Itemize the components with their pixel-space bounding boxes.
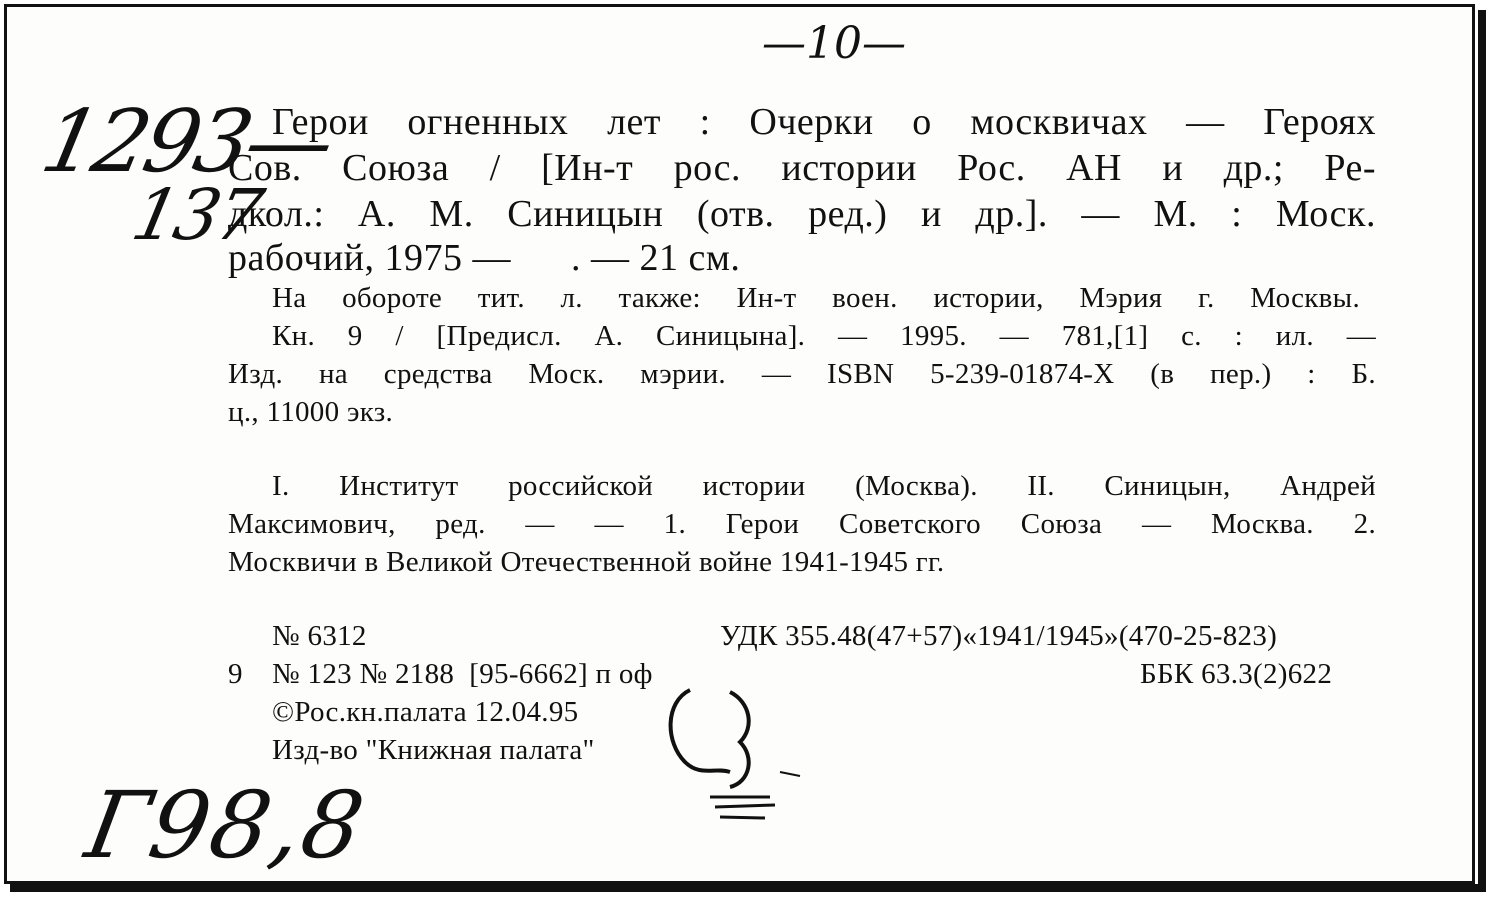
footer-udk: УДК 355.48(47+57)«1941/1945»(470-25-823) bbox=[720, 620, 1278, 652]
handwritten-call-number-top: 1293— bbox=[33, 92, 340, 192]
handwritten-call-number-bottom: 137 bbox=[125, 174, 268, 256]
footer-publisher: Изд-во "Книжная палата" bbox=[272, 734, 595, 766]
volume-line-3: ц., 11000 экз. bbox=[228, 396, 394, 428]
volume-line-1: Кн. 9 / [Предисл. А. Синицына]. — 1995. — 781,[1] с. : ил. — bbox=[272, 320, 1376, 352]
subjects-line-2: Максимович, ред. — — 1. Герои Советского Союза — Москва. 2. bbox=[228, 508, 1376, 540]
footer-bbk: ББК 63.3(2)622 bbox=[1140, 658, 1333, 690]
title-line-3: дкол.: А. М. Синицын (отв. ред.) и др.]. — М. : Моск. bbox=[228, 193, 1376, 235]
volume-line-2: Изд. на средства Моск. мэрии. — ISBN 5-239-01874-X (в пер.) : Б. bbox=[228, 358, 1376, 390]
subjects-line-3: Москвичи в Великой Отечественной войне 1941-1945 гг. bbox=[228, 546, 945, 578]
card-edge-shadow bbox=[1478, 10, 1486, 890]
footer-number-2: № 123 № 2188 [95-6662] п оф bbox=[272, 658, 653, 690]
note-line: На обороте тит. л. также: Ин-т воен. истории, Мэрия г. Москвы. bbox=[272, 282, 1360, 314]
footer-copyright: ©Рос.кн.палата 12.04.95 bbox=[272, 696, 579, 728]
footer-number-1: № 6312 bbox=[272, 620, 367, 652]
title-line-4: рабочий, 1975 — . — 21 см. bbox=[228, 237, 741, 279]
card-edge-shadow-bottom bbox=[10, 884, 1486, 892]
handwritten-shelf-mark: Г98,8 bbox=[78, 772, 374, 879]
stamp-scribble-icon bbox=[660, 672, 810, 832]
subjects-line-1: I. Институт российской истории (Москва). II. Синицын, Андрей bbox=[272, 470, 1376, 502]
title-line-1: Герои огненных лет : Очерки о москвичах — Героях bbox=[272, 101, 1376, 143]
title-line-2: Сов. Союза / [Ин-т рос. истории Рос. АН и др.; Ре- bbox=[228, 147, 1376, 189]
footer-left-number: 9 bbox=[228, 658, 243, 690]
page-number: —10— bbox=[762, 18, 906, 69]
